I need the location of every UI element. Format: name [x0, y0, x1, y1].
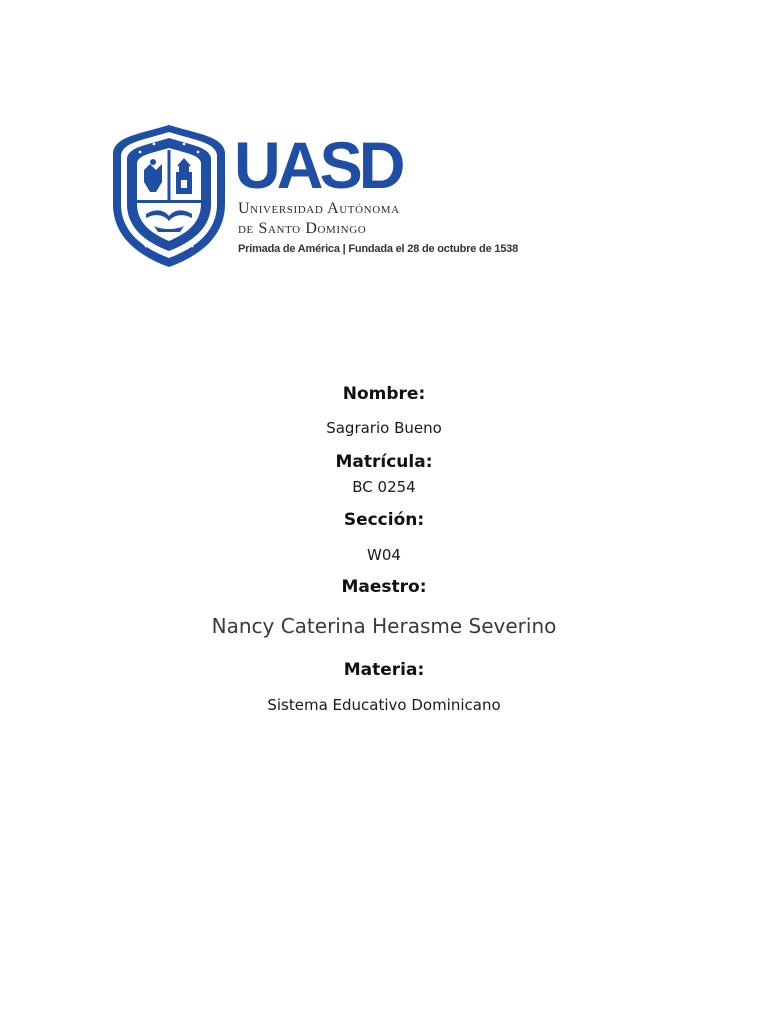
uasd-wordmark — [234, 128, 519, 262]
seccion-label: Sección: — [343, 510, 425, 530]
university-seal-icon — [110, 122, 228, 270]
matricula-value: BC 0254 — [352, 478, 416, 496]
uasd-acronym: UASD — [234, 128, 402, 202]
seccion-value: W04 — [367, 546, 401, 564]
university-tagline: Primada de América | Fundada el 28 de octubre de 1538 — [238, 243, 519, 255]
nombre-label: Nombre: — [342, 384, 426, 404]
nombre-value: Sagrario Bueno — [326, 419, 442, 437]
university-name-line1: Universidad Autónoma — [238, 200, 400, 217]
materia-label: Materia: — [343, 660, 425, 680]
maestro-value: Nancy Caterina Herasme Severino — [211, 614, 557, 638]
matricula-label: Matrícula: — [335, 452, 433, 472]
materia-value: Sistema Educativo Dominicano — [267, 696, 501, 714]
university-name-line2: de Santo Domingo — [238, 220, 367, 237]
uasd-logo — [110, 122, 519, 270]
maestro-label: Maestro: — [341, 577, 427, 597]
